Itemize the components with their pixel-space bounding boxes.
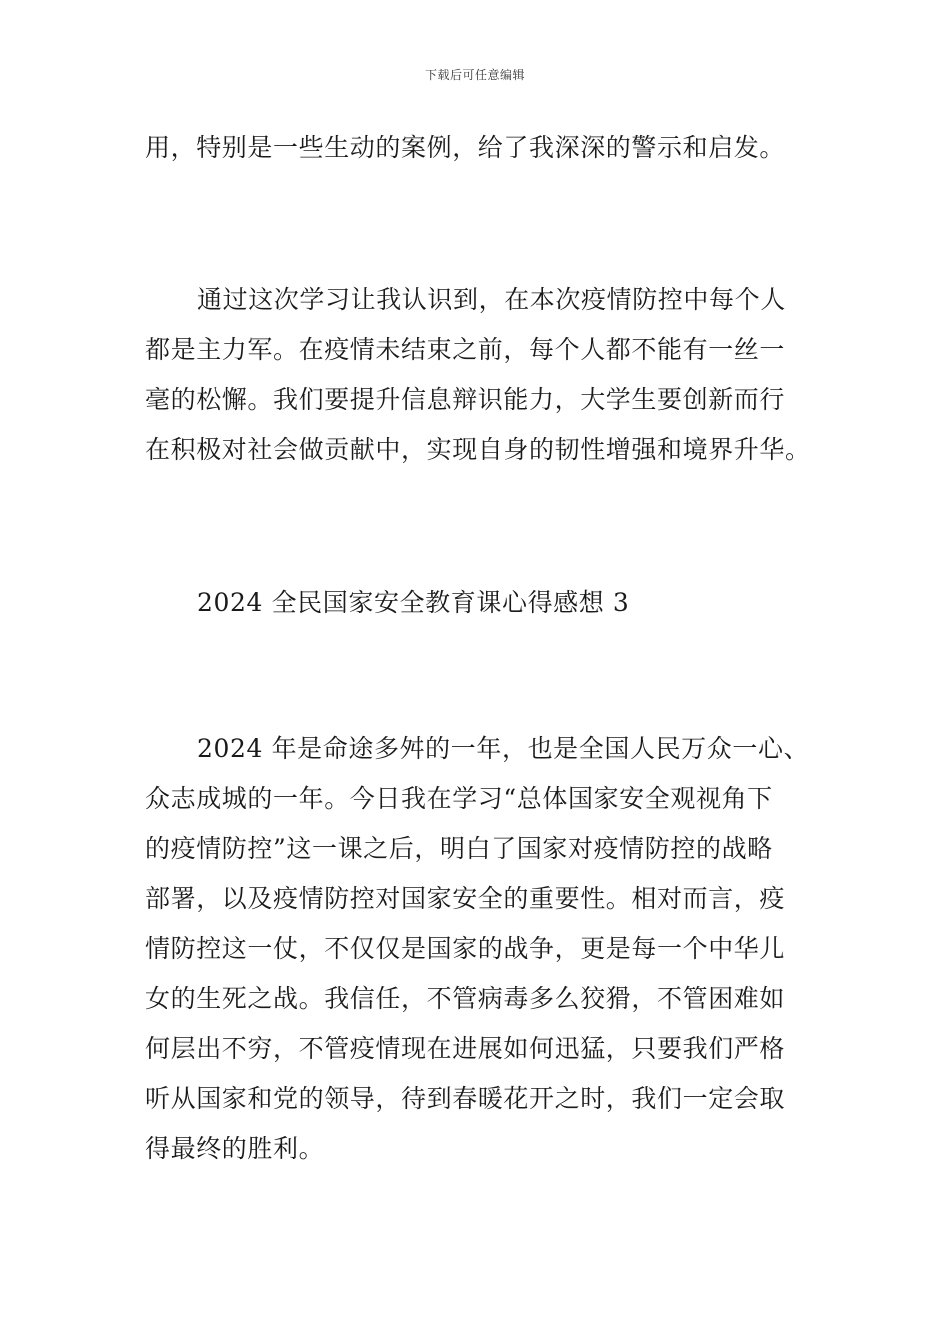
paragraph-line: 听从国家和党的领导，待到春暖花开之时，我们一定会取 (145, 1084, 786, 1113)
paragraph-line: 部署，以及疫情防控对国家安全的重要性。相对而言，疫 (145, 884, 786, 913)
paragraph-line: 毫的松懈。我们要提升信息辩识能力，大学生要创新而行 (145, 385, 786, 414)
paragraph-line: 的疫情防控”这一课之后，明白了国家对疫情防控的战略 (145, 834, 773, 863)
paragraph-line: 情防控这一仗，不仅仅是国家的战争，更是每一个中华儿 (145, 934, 786, 963)
paragraph-line: 用，特别是一些生动的案例，给了我深深的警示和启发。 (145, 133, 786, 162)
paragraph-line: 众志成城的一年。今日我在学习“总体国家安全观视角下 (145, 784, 773, 813)
paragraph-line: 2024 年是命途多舛的一年，也是全国人民万众一心、 (197, 734, 810, 763)
paragraph-line: 通过这次学习让我认识到，在本次疫情防控中每个人 (197, 285, 786, 314)
paragraph-line: 都是主力军。在疫情未结束之前，每个人都不能有一丝一 (145, 335, 786, 364)
paragraph-line: 得最终的胜利。 (145, 1134, 325, 1163)
paragraph-line: 在积极对社会做贡献中，实现自身的韧性增强和境界升华。 (145, 435, 811, 464)
page-header: 下载后可任意编辑 (424, 68, 525, 82)
section-heading: 2024 全民国家安全教育课心得感想 3 (197, 588, 630, 617)
paragraph-line: 何层出不穷，不管疫情现在进展如何迅猛，只要我们严格 (145, 1034, 786, 1063)
paragraph-line: 女的生死之战。我信任，不管病毒多么狡猾，不管困难如 (145, 984, 786, 1013)
